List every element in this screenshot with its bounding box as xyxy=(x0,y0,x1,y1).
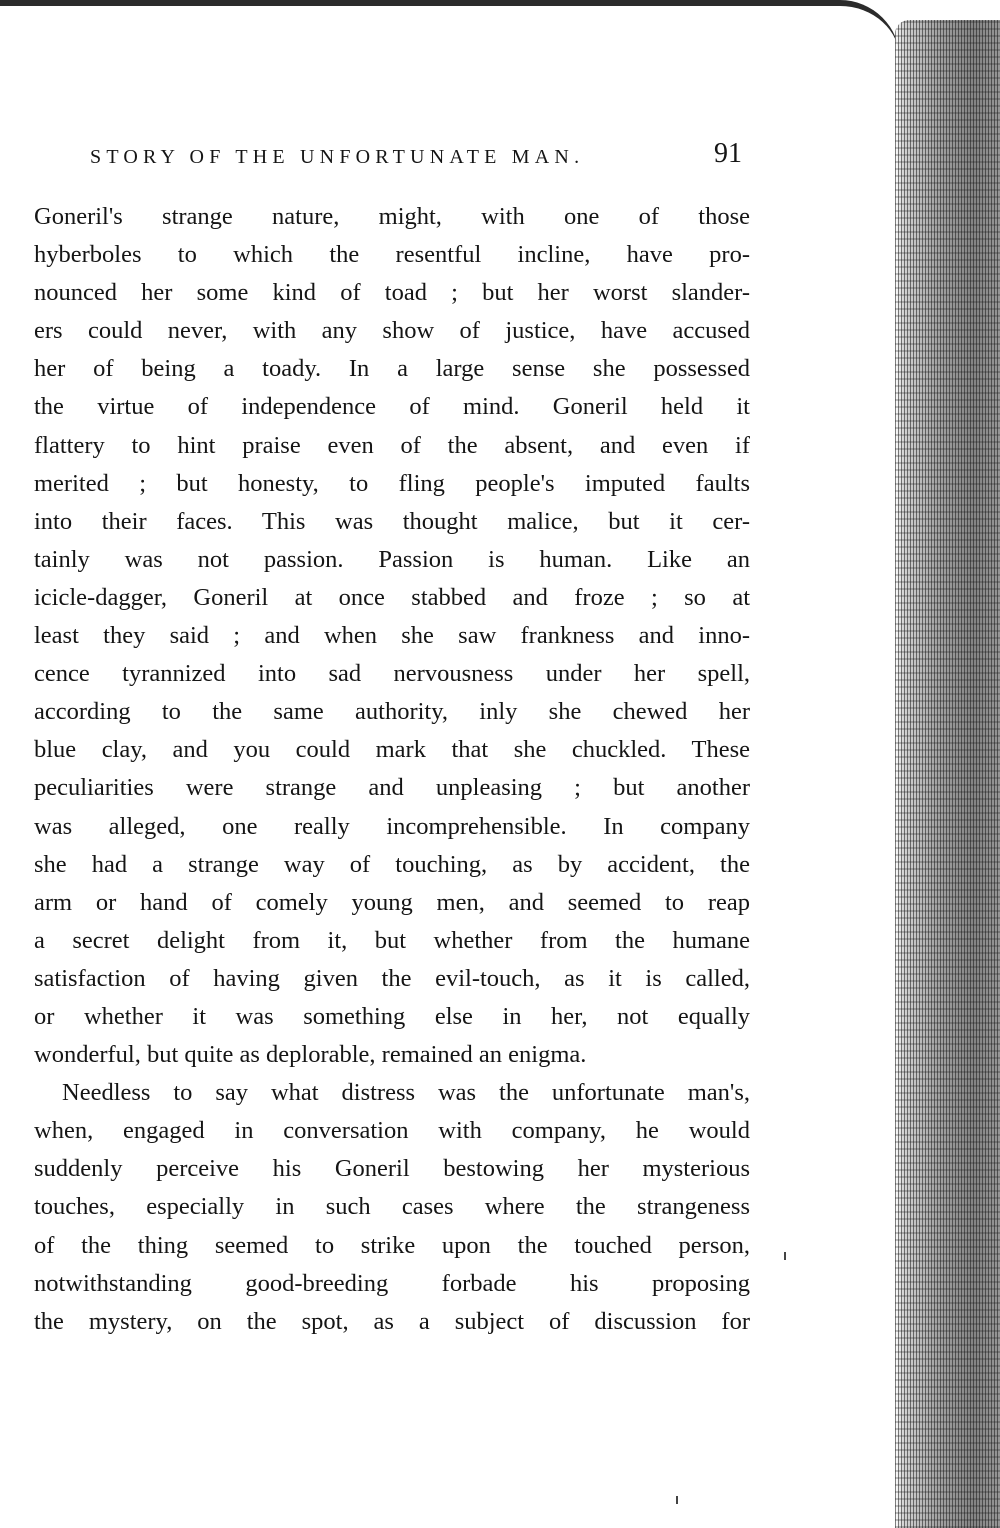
stray-ink-mark xyxy=(784,1252,786,1260)
text-line: cence tyrannized into sad nervousness under her spell, xyxy=(34,660,750,688)
text-line: according to the same authority, inly she chewed her xyxy=(34,698,750,726)
paragraph-1 xyxy=(34,198,750,1074)
body-text xyxy=(34,198,750,1341)
text-line: touches, especially in such cases where the strangeness xyxy=(34,1193,750,1221)
text-line: icicle-dagger, Goneril at once stabbed and froze ; so at xyxy=(34,583,750,611)
text-line: nounced her some kind of toad ; but her worst slander- xyxy=(34,279,750,307)
text-line: hyberboles to which the resentful incline, have pro- xyxy=(34,241,750,269)
text-line: peculiarities were strange and unpleasing ; but another xyxy=(34,774,750,802)
text-line: Needless to say what distress was the unfortunate man's, xyxy=(62,1079,750,1107)
page-fore-edge xyxy=(895,20,1000,1528)
text-line: blue clay, and you could mark that she chuckled. These xyxy=(34,736,750,764)
page-top-edge xyxy=(0,0,900,60)
text-line: tainly was not passion. Passion is human. Like an xyxy=(34,545,750,573)
page-header xyxy=(90,138,750,178)
text-line: satisfaction of having given the evil-touch, as it is called, xyxy=(34,964,750,992)
text-line: the mystery, on the spot, as a subject of discussion for xyxy=(34,1307,750,1335)
paragraph-2 xyxy=(34,1074,750,1341)
text-line: when, engaged in conversation with company, he would xyxy=(34,1117,750,1145)
text-line: or whether it was something else in her, not equally xyxy=(34,1002,750,1030)
text-line: merited ; but honesty, to fling people's imputed faults xyxy=(34,469,750,497)
text-line: was alleged, one really incomprehensible. In company xyxy=(34,812,750,840)
text-line: notwithstanding good-breeding forbade his proposing xyxy=(34,1269,750,1297)
text-line: arm or hand of comely young men, and seemed to reap xyxy=(34,888,750,916)
text-line: wonderful, but quite as deplorable, remained an enigma. xyxy=(34,1041,587,1069)
text-line: the virtue of independence of mind. Goneril held it xyxy=(34,393,750,421)
text-line: of the thing seemed to strike upon the touched person, xyxy=(34,1231,750,1259)
text-line: her of being a toady. In a large sense she possessed xyxy=(34,355,750,383)
text-line: into their faces. This was thought malice, but it cer- xyxy=(34,507,750,535)
stray-ink-mark xyxy=(676,1496,678,1504)
page-number: 91 xyxy=(714,138,742,169)
running-head: STORY OF THE UNFORTUNATE MAN. xyxy=(90,146,585,168)
text-line: least they said ; and when she saw frankness and inno- xyxy=(34,622,750,650)
text-line: a secret delight from it, but whether from the humane xyxy=(34,926,750,954)
text-line: Goneril's strange nature, might, with one of those xyxy=(34,203,750,230)
text-line: ers could never, with any show of justice, have accused xyxy=(34,317,750,345)
text-line: flattery to hint praise even of the absent, and even if xyxy=(34,431,750,459)
text-line: she had a strange way of touching, as by accident, the xyxy=(34,850,750,878)
text-line: suddenly perceive his Goneril bestowing her mysterious xyxy=(34,1155,750,1183)
